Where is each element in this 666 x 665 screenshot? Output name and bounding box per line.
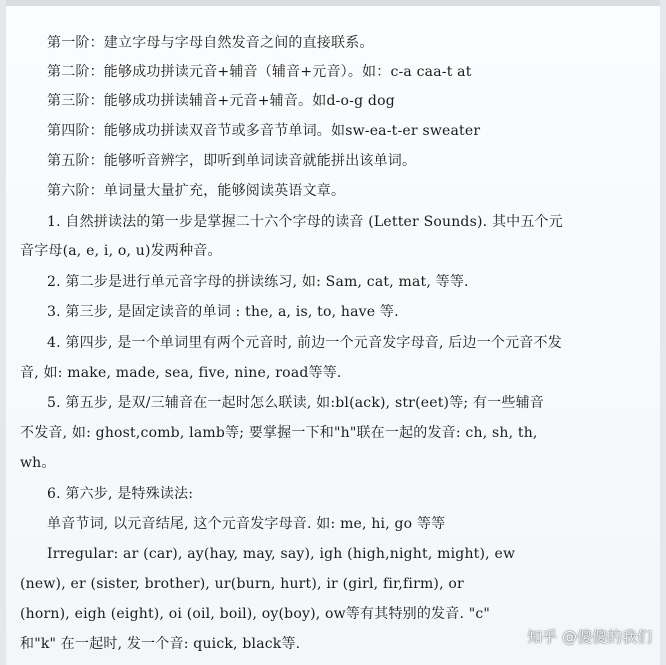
step-6: 6. 第六步, 是特殊读法: — [47, 486, 194, 502]
step-6-irregular-4: 和"k" 在一起时, 发一个音: quick, black等. — [20, 636, 301, 652]
stage-5: 第五阶：能够听音辨字，即听到单词读音就能拼出该单词。 — [47, 153, 417, 169]
step-4-line-2: 音, 如: make, made, sea, five, nine, road等等. — [20, 365, 342, 381]
stage-4: 第四阶：能够成功拼读双音节或多音节单词。如sw-ea-t-er sweater — [47, 123, 481, 139]
step-5-line-1: 5. 第五步, 是双/三辅音在一起时怎么联读, 如:bl(ack), str(eet)等; 有一些辅音 — [47, 395, 544, 411]
step-6-irregular-2: (new), er (sister, brother), ur(burn, hurt), ir (girl, fir,firm), or — [20, 576, 464, 592]
step-1-line-1: 1. 自然拼读法的第一步是掌握二十六个字母的读音 (Letter Sounds). 其中五个元 — [47, 214, 563, 230]
step-6-irregular-1: Irregular: ar (car), ay(hay, may, say), igh (high,night, might), ew — [47, 546, 516, 562]
step-4-line-1: 4. 第四步, 是一个单词里有两个元音时, 前边一个元音发字母音, 后边一个元音不发 — [47, 335, 562, 351]
step-2: 2. 第二步是进行单元音字母的拼读练习, 如: Sam, cat, mat, 等等. — [47, 274, 469, 290]
stage-6: 第六阶：单词量大量扩充，能够阅读英语文章。 — [47, 183, 346, 199]
left-border — [0, 0, 6, 665]
stage-1: 第一阶：建立字母与字母自然发音之间的直接联系。 — [47, 35, 374, 51]
stage-2: 第二阶：能够成功拼读元音+辅音（辅音+元音）。如：c-a caa-t at — [47, 64, 472, 80]
stage-3: 第三阶：能够成功拼读辅音+元音+辅音。如d-o-g dog — [47, 93, 395, 109]
top-border — [0, 0, 666, 6]
step-1-line-2: 音字母(a, e, i, o, u)发两种音。 — [20, 243, 222, 259]
step-5-line-2: 不发音, 如: ghost,comb, lamb等; 要掌握一下和"h"联在一起的发音: ch, sh, th, — [20, 425, 538, 441]
step-5-line-3: wh。 — [20, 455, 56, 471]
right-border — [660, 0, 666, 665]
step-3: 3. 第三步, 是固定读音的单词 : the, a, is, to, have 等. — [47, 304, 399, 320]
step-6-irregular-3: (horn), eigh (eight), oi (oil, boil), oy(boy), ow等有其特别的发音. "c" — [20, 606, 491, 622]
step-6-rule: 单音节词, 以元音结尾, 这个元音发字母音. 如: me, hi, go 等等 — [47, 516, 446, 532]
zhihu-watermark: 知乎 @傻傻的我们 — [527, 628, 652, 646]
